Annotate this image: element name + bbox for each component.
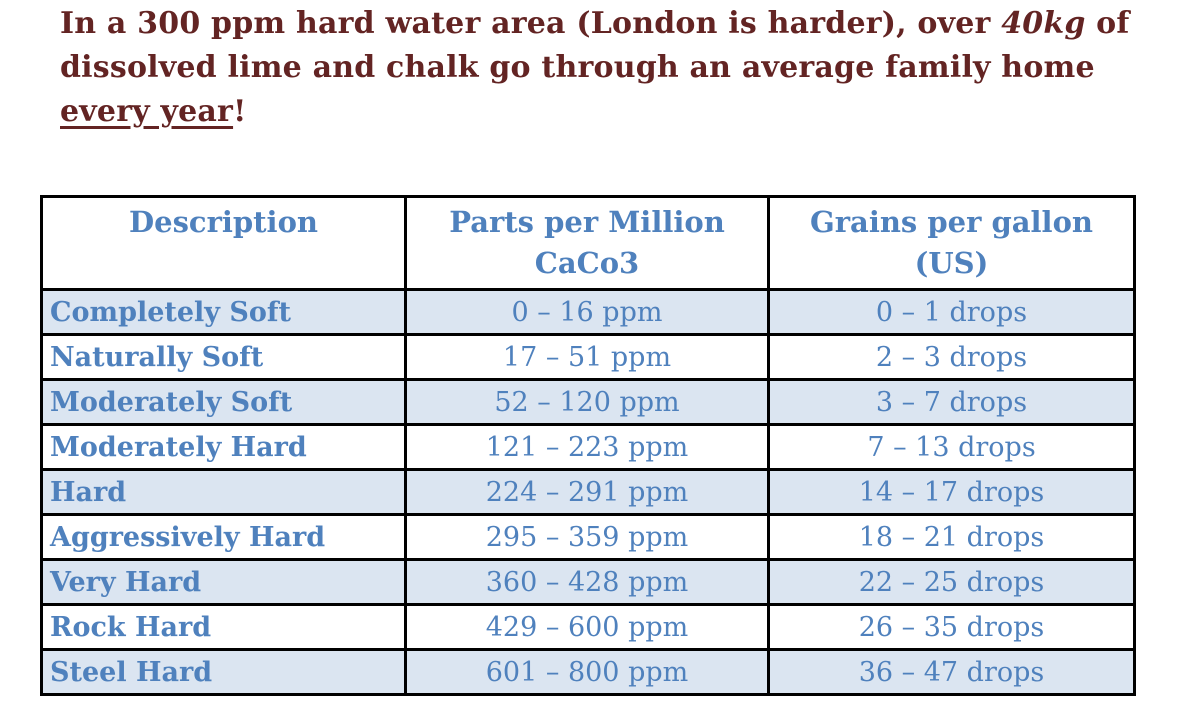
column-header-grains-line1: Grains per gallon [810,205,1093,239]
ppm-cell: 52 – 120 ppm [406,380,769,425]
ppm-cell: 360 – 428 ppm [406,560,769,605]
grains-cell: 7 – 13 drops [769,425,1135,470]
column-header-ppm [406,197,769,290]
heading-line3-suffix: ! [233,94,247,129]
grains-cell: 26 – 35 drops [769,605,1135,650]
table-row [42,650,1135,695]
ppm-cell: 121 – 223 ppm [406,425,769,470]
description-cell: Rock Hard [42,605,406,650]
column-header-grains [769,197,1135,290]
table-row [42,470,1135,515]
heading-line1: In a 300 ppm hard water area (London is harder), over [60,6,991,41]
description-cell: Hard [42,470,406,515]
heading-line2-rest: of dissolved lime and chalk go through an average [60,6,1130,85]
ppm-cell: 17 – 51 ppm [406,335,769,380]
grains-cell: 2 – 3 drops [769,335,1135,380]
ppm-cell: 601 – 800 ppm [406,650,769,695]
ppm-cell: 224 – 291 ppm [406,470,769,515]
ppm-cell: 429 – 600 ppm [406,605,769,650]
heading-40kg-italic: 40kg [1001,6,1086,41]
table-row [42,560,1135,605]
column-header-description [42,197,406,290]
ppm-cell: 295 – 359 ppm [406,515,769,560]
grains-cell: 3 – 7 drops [769,380,1135,425]
grains-cell: 36 – 47 drops [769,650,1135,695]
ppm-cell: 0 – 16 ppm [406,290,769,335]
grains-cell: 18 – 21 drops [769,515,1135,560]
table-row [42,515,1135,560]
column-header-description-line1: Description [129,205,318,239]
heading-every-year-underlined: every year [60,94,234,129]
description-cell: Naturally Soft [42,335,406,380]
table-row [42,425,1135,470]
table-header-row [42,197,1135,290]
description-cell: Moderately Hard [42,425,406,470]
water-hardness-table [40,195,1136,696]
page-heading [60,2,1160,134]
description-cell: Completely Soft [42,290,406,335]
grains-cell: 0 – 1 drops [769,290,1135,335]
grains-cell: 14 – 17 drops [769,470,1135,515]
grains-cell: 22 – 25 drops [769,560,1135,605]
column-header-grains-line2: (US) [914,246,989,280]
column-header-ppm-line2: CaCo3 [534,246,640,280]
description-cell: Aggressively Hard [42,515,406,560]
heading-line3-prefix: family home [885,50,1095,85]
description-cell: Steel Hard [42,650,406,695]
description-cell: Moderately Soft [42,380,406,425]
description-cell: Very Hard [42,560,406,605]
table-row [42,290,1135,335]
column-header-ppm-line1: Parts per Million [449,205,725,239]
table-row [42,380,1135,425]
table-row [42,605,1135,650]
table-row [42,335,1135,380]
